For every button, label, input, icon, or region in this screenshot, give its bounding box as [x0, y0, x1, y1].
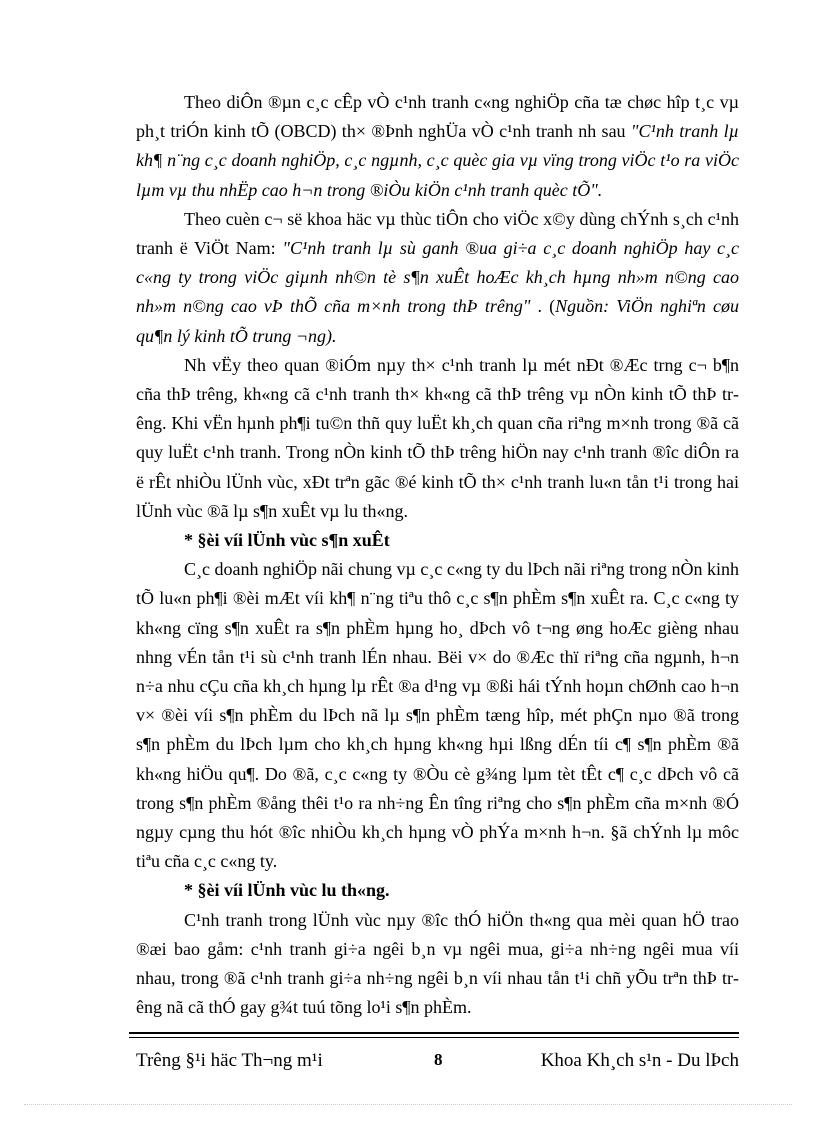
- footer-faculty: Khoa Kh¸ch s¹n - Du lÞch: [540, 1050, 739, 1071]
- footer-divider-thin: [129, 1037, 739, 1038]
- paragraph-market-view: Nh vËy theo quan ®iÓm nµy th× c¹nh tranh lµ mét nÐt ®Æc trng c¬ b¶n cña thÞ trêng, kh«ng cã c¹nh tranh th× kh«ng cã thÞ trêng vµ nÒn kinh tÕ thÞ trêng. Khi vËn hµnh ph¶i tu©n thñ quy luËt kh¸ch quan cña riªng m×nh trong ®ã cã quy luËt c¹nh tranh. Trong nÒn kinh tÕ thÞ trêng hiÖn nay c¹nh tranh ®îc diÔn ra ë rÊt nhiÒu lÜnh vùc, xÐt trªn gãc ®é kinh tÕ th× c¹nh tranh lu«n tån t¹i trong hai lÜnh vùc ®ã lµ s¶n xuÊt vµ lu th«ng.: [136, 354, 739, 521]
- paragraph-text: Theo diÔn ®µn c¸c cÊp vÒ c¹nh tranh c«ng nghiÖp cña tæ chøc hîp t¸c vµ ph¸t triÓn kinh tÕ (OBCD) th× ®Þnh nghÜa vÒ c¹nh tranh nh sau: [136, 92, 739, 142]
- body-text: [136, 88, 739, 1023]
- source-citation: Nguồn: ViÖn nghiªn cøu qu¶n lý kinh tÕ trung ¬ng).: [136, 296, 739, 346]
- quote-text: "C¹nh tranh lµ kh¶ n¨ng c¸c doanh nghiÖp, c¸c ngµnh, c¸c quèc gia vµ vïng trong viÖc t¹o ra viÖc lµm vµ thu nhËp cao h¬n trong ®iÒu kiÖn c¹nh tranh quèc tÕ".: [136, 121, 739, 200]
- paragraph-text: . (: [530, 296, 556, 317]
- section-heading-circulation: * §èi víi lÜnh vùc lu th«ng.: [184, 880, 390, 901]
- paragraph-circulation: C¹nh tranh trong lÜnh vùc nµy ®îc thÓ hiÖn th«ng qua mèi quan hÖ trao ®æi bao gåm: c¹nh tranh gi÷a ngêi b¸n vµ ngêi mua, gi÷a nh÷ng ngêi mua víi nhau, trong ®ã c¹nh tranh gi÷a nh÷ng ngêi b¸n víi nhau tån t¹i chñ yÕu trªn thÞ trêng nã cã thÓ gay g¾t tuú tõng lo¹i s¶n phÈm.: [136, 909, 739, 1018]
- page-number: 8: [434, 1050, 443, 1069]
- paragraph-definition-vietnam: [136, 205, 739, 351]
- paragraph-definition-obcd: [136, 88, 739, 205]
- page-bottom-dotted-line: [24, 1104, 792, 1105]
- page-footer: [136, 1050, 739, 1080]
- footer-divider-thick: [129, 1032, 739, 1034]
- paragraph-production: C¸c doanh nghiÖp nãi chung vµ c¸c c«ng ty du lÞch nãi riªng trong nÒn kinh tÕ lu«n ph¶i ®èi mÆt víi kh¶ n¨ng tiªu thô c¸c s¶n phÈm s¶n xuÊt ra. C¸c c«ng ty kh«ng cïng s¶n xuÊt ra s¶n phÈm hµng ho¸ dÞch vô t¬ng øng hoÆc gièng nhau nhng vÉn tån t¹i sù c¹nh tranh lÉn nhau. Bëi v× do ®Æc thï riªng cña ngµnh, h¬n n÷a nhu cÇu cña kh¸ch hµng lµ rÊt ®a d¹ng vµ ®ßi hái tÝnh hoµn chØnh cao h¬n v× ®èi víi s¶n phÈm du lÞch nã lµ s¶n phÈm tæng hîp, mét phÇn nµo ®ã trong s¶n phÈm du lÞch lµm cho kh¸ch hµng kh«ng hµi lßng dÉn tíi c¶ s¶n phÈm ®ã kh«ng hiÖu qu¶. Do ®ã, c¸c c«ng ty ®Òu cè g¾ng lµm tèt tÊt c¶ c¸c dÞch vô cã trong s¶n phÈm ®ång thêi t¹o ra nh÷ng Ên tîng riªng cho s¶n phÈm cña m×nh ®Ó ngµy cµng thu hót ®îc nhiÒu kh¸ch hµng vÒ phÝa m×nh h¬n. §ã chÝnh lµ môc tiªu cña c¸c c«ng ty.: [136, 559, 739, 872]
- section-heading-production: * §èi víi lÜnh vùc s¶n xuÊt: [184, 530, 390, 551]
- quote-text: "C¹nh tranh lµ sù ganh ®ua gi÷a c¸c doanh nghiÖp hay c¸c c«ng ty trong viÖc giµnh nh©n tè s¶n xuÊt hoÆc kh¸ch hµng nh»m n©ng cao nh»m n©ng cao vÞ thÕ cña m×nh trong thÞ trêng": [136, 238, 739, 317]
- paragraph-text: Theo cuèn c¬ së khoa häc vµ thùc tiÔn cho viÖc x©y dùng chÝnh s¸ch c¹nh tranh ë ViÖt Nam:: [136, 208, 739, 259]
- footer-university: Trêng §¹i häc Th¬ng m¹i: [136, 1050, 323, 1071]
